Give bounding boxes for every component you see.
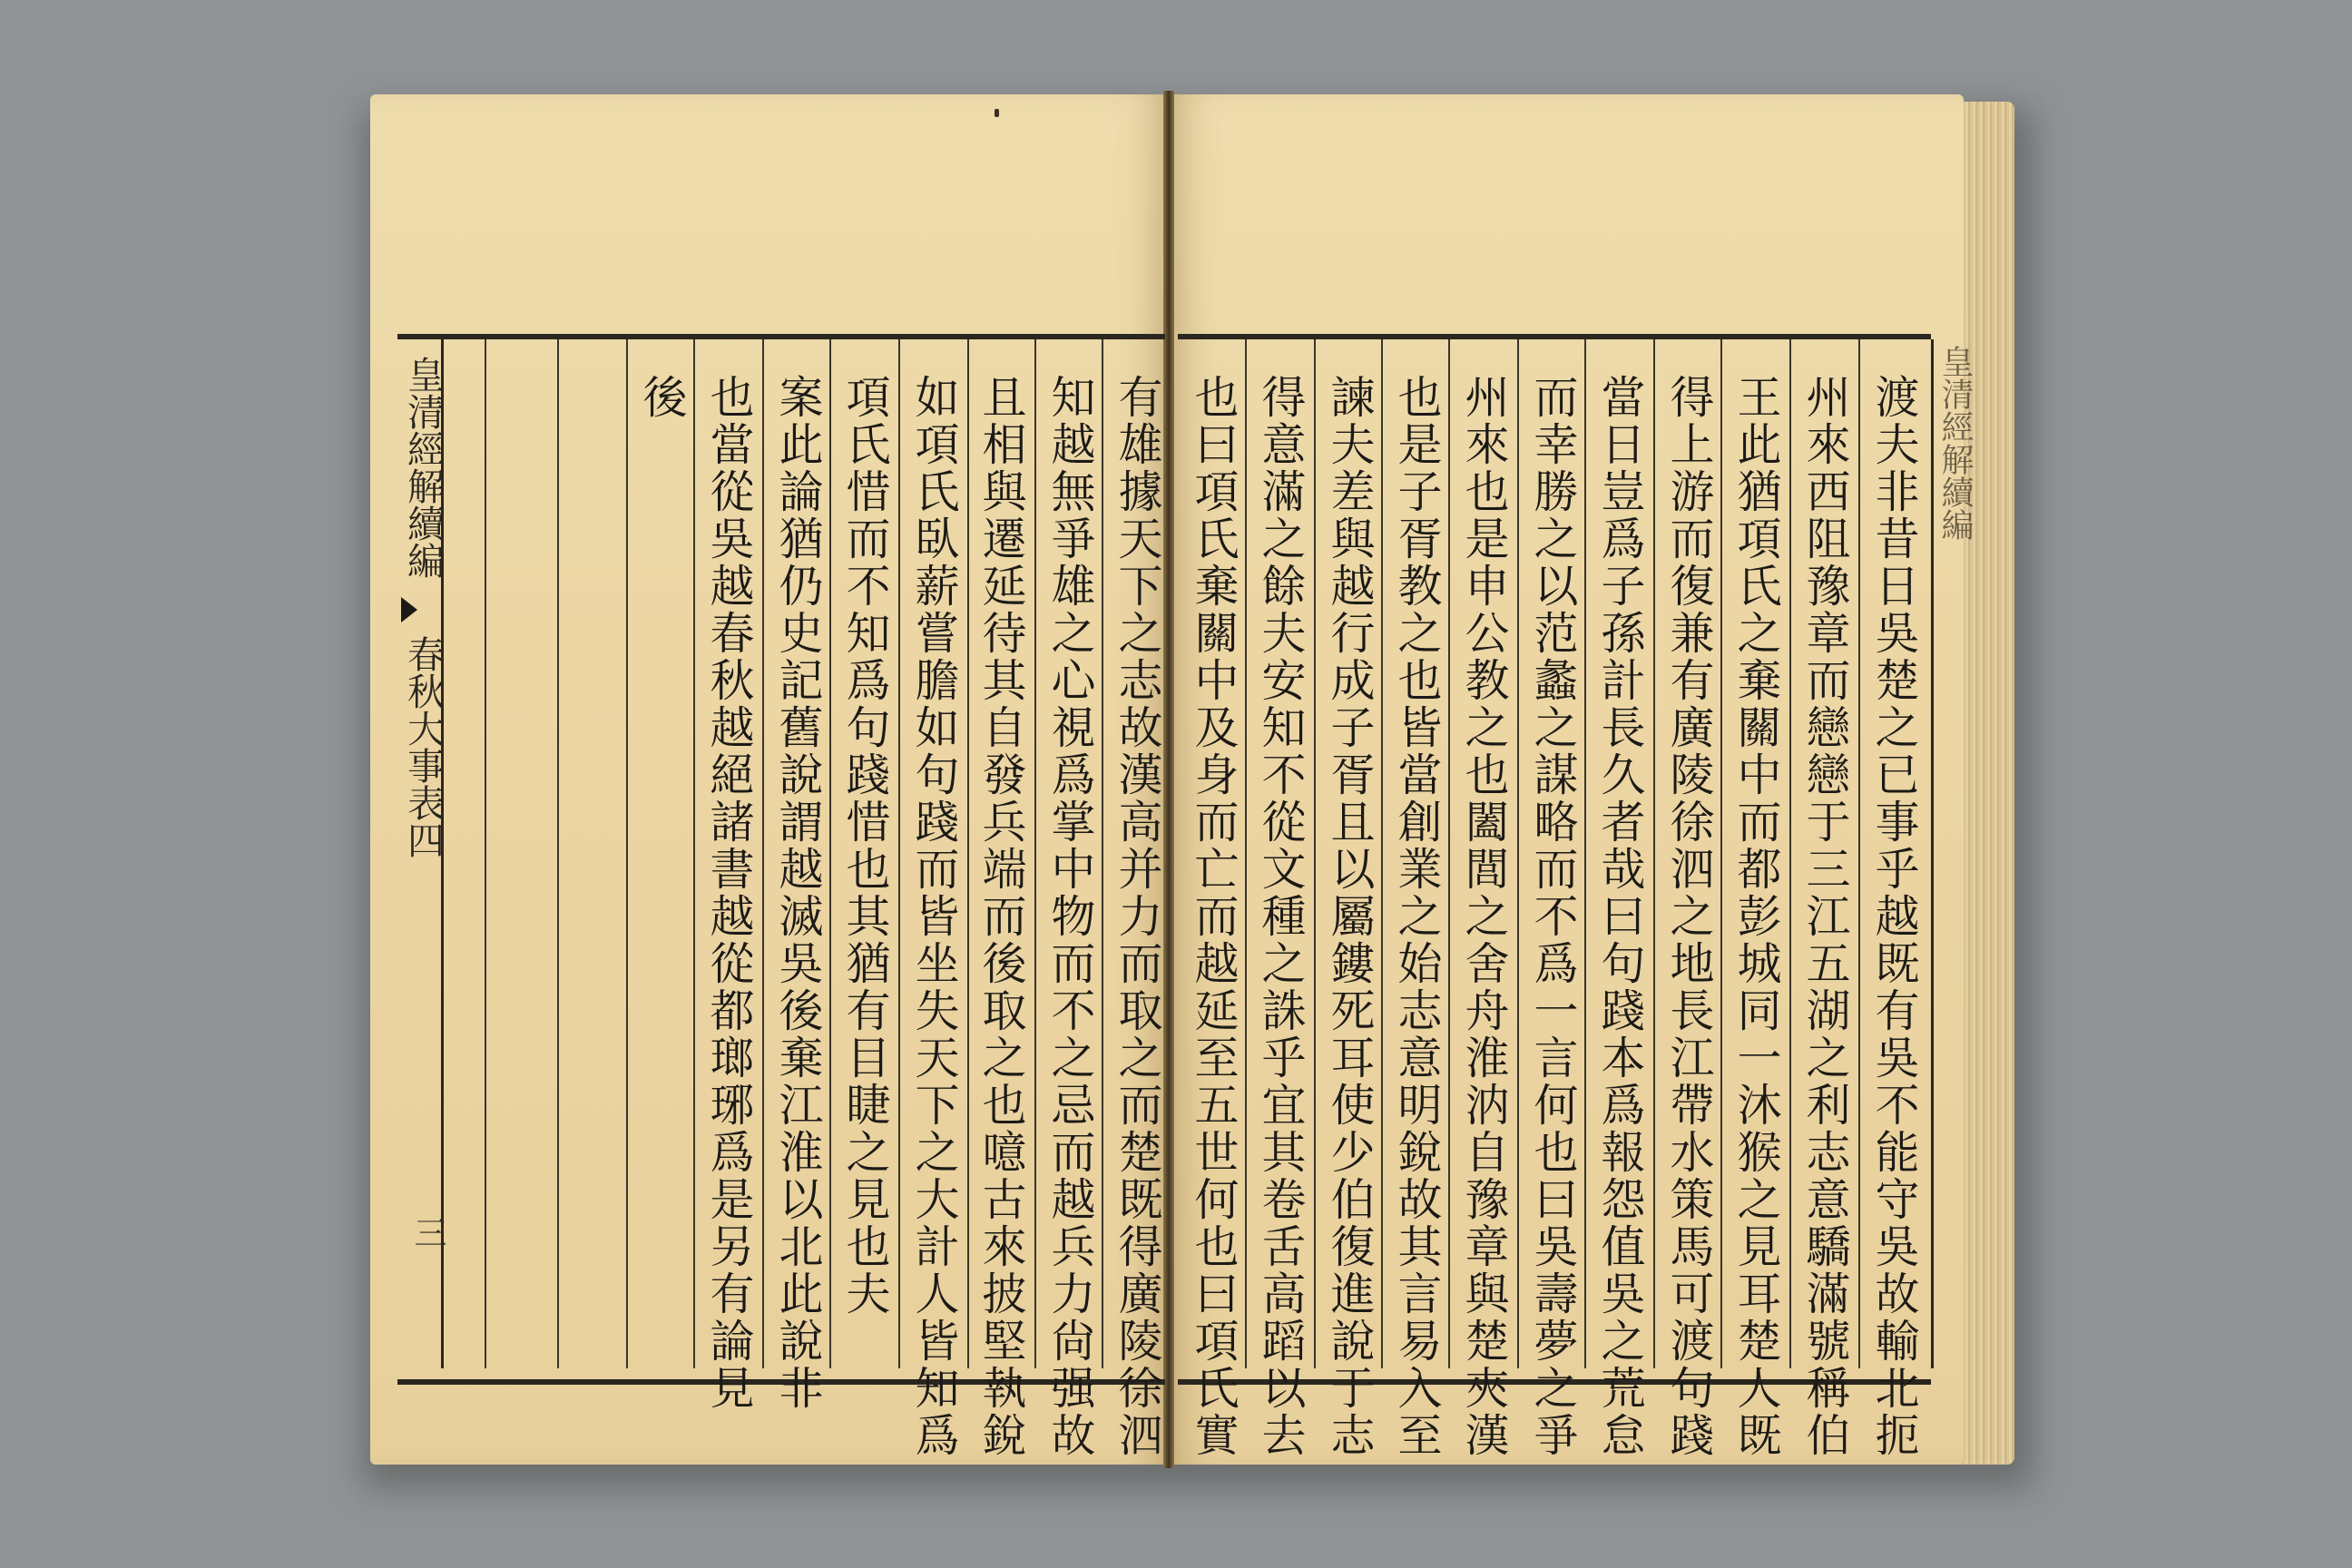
column-rule <box>1653 339 1655 1368</box>
column-rule <box>1517 339 1519 1368</box>
column-rule <box>1720 339 1722 1368</box>
right-text-column-6: 而幸勝之以范蠡之謀略而不爲一言何也曰吳壽夢之爭 <box>1527 374 1579 1459</box>
left-text-column-1: 有雄據天下之志故漢高并力而取之而楚既得廣陵徐泗 <box>1112 374 1163 1459</box>
column-rule <box>626 339 628 1368</box>
column-rule <box>1448 339 1450 1368</box>
column-rule <box>829 339 831 1368</box>
right-text-column-1: 渡夫非昔日吳楚之已事乎越既有吳不能守吳故輸北扼 <box>1868 374 1920 1459</box>
left-text-column-3: 且相與遷延待其自發兵端而後取之也噫古來披堅執銳 <box>975 374 1027 1459</box>
column-rule <box>557 339 559 1368</box>
left-text-column-7: 也當從吳越春秋越絕諸書越從都瑯琊爲是另有論見 <box>703 374 755 1412</box>
left-margin-page-number: 三 <box>409 1216 446 1249</box>
fish-tail-mark <box>401 597 417 622</box>
paper-spot <box>995 109 999 117</box>
column-rule <box>967 339 969 1368</box>
right-text-column-2: 州來西阻豫章而戀戀于三江五湖之利志意驕滿號稱伯 <box>1799 374 1851 1459</box>
column-rule <box>1102 339 1103 1368</box>
left-text-column-5: 項氏惜而不知爲句踐惜也其猶有目睫之見也夫 <box>839 374 891 1318</box>
column-rule <box>1858 339 1860 1368</box>
right-margin-title: 皇清經解續編 <box>1936 345 1974 541</box>
left-text-column-6: 案此論猶仍史記舊說謂越滅吳後棄江淮以北此說非 <box>772 374 824 1412</box>
right-text-column-4: 得上游而復兼有廣陵徐泗之地長江帶水策馬可渡句踐 <box>1663 374 1715 1459</box>
column-rule <box>762 339 764 1368</box>
column-rule <box>1245 339 1247 1368</box>
column-rule <box>1034 339 1036 1368</box>
column-rule <box>693 339 695 1368</box>
column-rule <box>1314 339 1316 1368</box>
column-rule <box>1789 339 1791 1368</box>
left-text-column-2: 知越無爭雄之心視爲掌中物而不之忌而越兵力尙强故 <box>1044 374 1096 1459</box>
right-text-column-7: 州來也是申公教之也闔閭之舍舟淮汭自豫章與楚夾漢 <box>1458 374 1510 1459</box>
column-rule <box>898 339 900 1368</box>
right-text-column-9: 諫夫差與越行成子胥且以屬鏤死耳使少伯復進說于志 <box>1324 374 1376 1459</box>
column-rule <box>485 339 486 1368</box>
column-rule <box>1584 339 1586 1368</box>
left-margin-section: 春秋大事表四 <box>401 635 445 858</box>
right-text-column-8: 也是子胥教之也皆當創業之始志意明銳故其言易入至 <box>1391 374 1443 1459</box>
right-text-column-3: 王此猶項氏之棄關中而都彭城同一沐猴之見耳楚人既 <box>1730 374 1782 1459</box>
right-text-column-10: 得意滿之餘夫安知不從文種之誅乎宜其卷舌高蹈以去 <box>1255 374 1307 1459</box>
right-text-column-11: 也曰項氏棄關中及身而亡而越延至五世何也曰項氏實 <box>1188 374 1240 1459</box>
left-text-column-4: 如項氏臥薪嘗膽如句踐而皆坐失天下之大計人皆知爲 <box>908 374 960 1459</box>
left-margin-title: 皇清經解續編 <box>401 356 445 579</box>
right-text-column-5: 當日豈爲子孫計長久者哉曰句踐本爲報怨值吳之荒怠 <box>1594 374 1646 1459</box>
column-rule <box>1381 339 1383 1368</box>
left-text-column-8: 後 <box>636 374 688 421</box>
